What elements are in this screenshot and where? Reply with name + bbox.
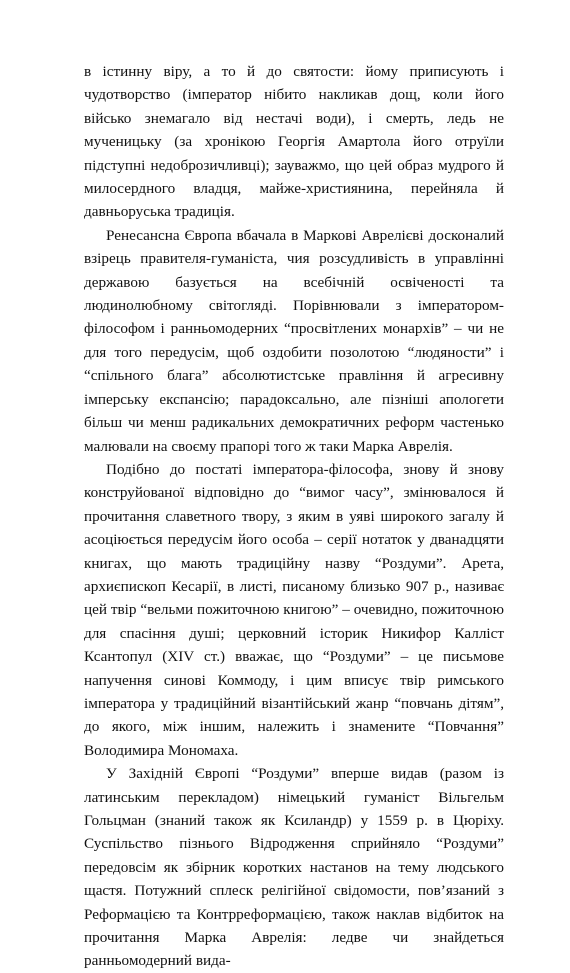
paragraph-1: в істинну віру, а то й до святости: йому приписують і чудотворство (імператор нібито накликав дощ, коли його військо знемагало від нестачі води), і смерть, ледь не мученицьку (за хронікою Георгія Амартола його отруїли підступні недоброзичливці); зауважмо, що цей образ мудрого й милосердного владця, майже-християнина, перейняла й давньоруська традиція. bbox=[84, 63, 504, 221]
paragraph-4: У Західній Європі “Роздуми” вперше видав (разом із латинським перекладом) німецький гуманіст Вільгельм Гольцман (знаний також як Ксиландр) у 1559 р. в Цюріху. Суспільство пізнього Відродження сприйняло “Роздуми” передовсім як збірник коротких настанов на тему людського щастя. Потужний сплеск релігійної свідомости, пов’язаний з Реформацією та Контрреформацією, також наклав відбиток на прочитання Марка Аврелія: ледве чи знайдеться ранньомодерний вида- bbox=[84, 765, 504, 970]
paragraph-2: Ренесансна Європа вбачала в Маркові Аврелієві досконалий взірець правителя-гуманіста, чия розсудливість в управлінні державою базується на всебічній освіченості та людинолюбному світогляді. Порівнювали з імператором-філософом і ранньомодерних “просвітлених монархів” – чи не для того передусім, щоб оздобити позолотою “людяности” і “спільного блага” абсолютистське правління й агресивну імперську експансію; парадоксально, але пізніші апологети більш чи менш радикальних демократичних реформ частенько малювали на своєму прапорі того ж таки Марка Аврелія. bbox=[84, 226, 504, 455]
book-page bbox=[84, 60, 504, 973]
paragraph-3: Подібно до постаті імператора-філософа, знову й знову конструйованої відповідно до “вимог часу”, змінювалося й прочитання славетного твору, з яким в уяві широкого загалу й асоціюється передусім його особа – серії нотаток у дванадцяти книгах, що мають традиційну назву “Роздуми”. Арета, архиєпископ Кесарії, в листі, писаному близько 907 р., називає цей твір “вельми пожиточною книгою” – очевидно, пожиточною для спасіння душі; церковний історик Никифор Калліст Ксантопул (XIV ст.) вважає, що “Роздуми” – це письмове напучення синові Коммоду, і цим вписує твір римського імператора у традиційний візантійський жанр “повчань дітям”, до якого, між іншим, належить і знамените “Повчання” Володимира Мономаха. bbox=[84, 460, 504, 759]
